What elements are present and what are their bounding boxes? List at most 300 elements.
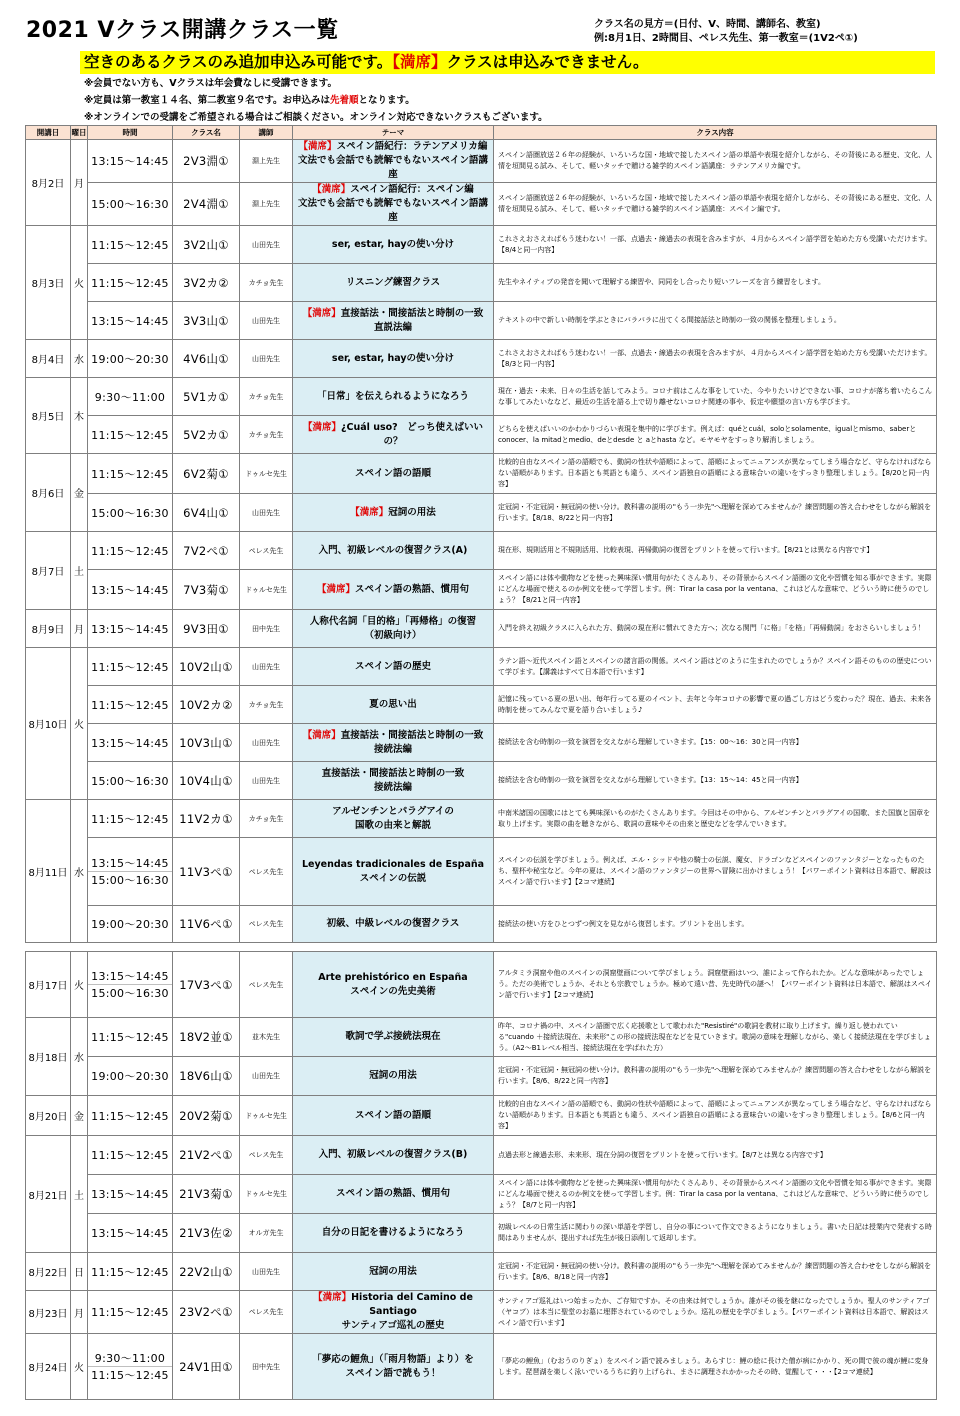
class-theme [293,1334,494,1400]
class-theme-line [296,1291,490,1319]
class-time: 11:15～12:45 [88,1291,173,1334]
class-theme-line [296,1226,490,1240]
col-theme: テーマ [293,126,494,140]
banner-text: 空きのあるクラスのみ追加申込み可能です。 [84,53,393,71]
class-time-slot: 15:00～16:30 [88,871,172,888]
class-name: 7V3菊① [173,570,240,610]
class-time: 13:15～14:45 [88,610,173,648]
class-description: 比較的自由なスペイン語の語順でも、動詞の性状や語順によって、語順によってニュアンスが異なってしまう場合など、守らなければならない語順があります。日本語とも英語とも違う、スペイン語独自の語順による意味合いの違いをすっきり整理しましょう。【8/20と同一内容】 [494,454,937,494]
class-name: 21V3菊① [173,1175,240,1214]
class-teacher: ペレス先生 [240,838,293,906]
class-description: スペイン語には体や動物などを使った興味深い慣用句がたくさんあり、その背景からスペイン語圏の文化や習慣を知る事ができます。実際にどんな場面で使えるのか例文を使って学習します。例：Tirar la casa por la ventana、これはどんな意味で、どういう時に使うのでしょう？【8/7と同一内容】 [494,1175,937,1214]
class-teacher: ペレス先生 [240,952,293,1018]
class-time: 15:00～16:30 [88,183,173,226]
class-teacher: カチョ先生 [240,416,293,454]
class-time: 13:15～14:45 [88,1175,173,1214]
class-name: 3V2山① [173,226,240,264]
class-date: 8月4日 [26,340,71,378]
col-dow: 曜日 [71,126,88,140]
class-date: 8月23日 [26,1291,71,1334]
class-theme-line [296,183,490,197]
class-theme [293,1253,494,1291]
class-weekday: 月 [71,1291,88,1334]
class-weekday: 金 [71,454,88,532]
class-time [88,838,173,906]
class-theme-text: スペイン語の語順 [354,1109,431,1121]
class-theme [293,264,494,302]
class-name: 5V1カ① [173,378,240,416]
class-weekday: 金 [71,1096,88,1136]
class-theme-text: 国歌の由来と解説 [354,819,431,831]
full-tag: 【満席】 [312,184,351,195]
class-name: 11V3ぺ① [173,838,240,906]
table-row [26,494,937,532]
class-time-slot: 11:15～12:45 [88,1366,172,1383]
class-theme-line [296,917,490,931]
table-row [26,1175,937,1214]
class-description: サンティアゴ巡礼はいつ始まったか、ご存知ですか。その由来は何でしょうか。誰がその後を継になったでしょうか。聖人のサンティアゴ（ヤコブ）は本当に聖堂のお墓に埋葬されているのでしょうか。巡礼の歴史を学びましょう。【パワーポイント資料は日本語で、解説はスペイン語で行います】 [494,1291,937,1334]
class-theme-line [296,805,490,819]
class-theme-line [296,197,490,225]
class-teacher: 山田先生 [240,226,293,264]
full-tag: 【満席】 [298,141,337,152]
full-tag: 【満席】 [316,583,355,595]
class-theme-line [296,985,490,999]
class-theme-text: Leyendas tradicionales de España [301,858,485,870]
class-name: 7V2ぺ① [173,532,240,570]
class-theme [293,838,494,906]
table-row [26,140,937,183]
table-row [26,532,937,570]
class-theme-text: ser, estar, hayの使い分け [331,238,455,250]
full-tag: 【満席】 [350,506,389,518]
class-theme-text: （初級向け） [364,629,422,641]
note-capacity-text: ※定員は第一教室１４名、第二教室９名です。お申込みは [84,95,330,106]
class-theme-text: 入門、初級レベルの復習クラス(B) [318,1149,468,1160]
class-theme-line [296,506,490,520]
class-theme-line [296,1148,490,1162]
class-description: 中南米諸国の国歌にはとても興味深いものがたくさんあります。今回はその中から、アルゼンチンとパラグアイの国歌、また国旗と国章を取り上げます。実際の曲を聴きながら、歌詞の意味やその由来と歴史などを学んでいきます。 [494,800,937,838]
class-description: アルタミラ洞窟や他のスペインの洞窟壁画について学びましょう。洞窟壁画はいつ、誰によって作られたか。どんな意味があったでしょう。ただの美術でしょうか、それとも宗教でしょうか。極めて遠い昔、先史時代の謎へ！【パワーポイント資料は日本語で、解説はスペイン語で行います】【2コマ連続】 [494,952,937,1018]
class-time: 15:00～16:30 [88,762,173,800]
table-row [26,906,937,943]
class-time: 15:00～16:30 [88,494,173,532]
class-theme-text: Arte prehistórico en España [318,971,468,983]
class-description: これさえおさえればもう迷わない！一部、点過去・線過去の表現を含みますが、４月からスペイン語学習を始めた方も受講いただけます。【8/4と同一内容】 [494,226,937,264]
table-row [26,264,937,302]
class-theme-line [296,276,490,290]
class-theme-text: スペイン語紀行：スペイン編 [350,184,474,195]
class-name: 23V2ぺ① [173,1291,240,1334]
class-time: 11:15～12:45 [88,1136,173,1175]
class-theme-line [296,872,490,886]
class-theme-line [296,421,490,449]
class-teacher: カチョ先生 [240,686,293,724]
class-theme-line [296,140,490,154]
class-theme [293,416,494,454]
class-theme-line [296,1265,490,1279]
table-row [26,183,937,226]
table-row [26,800,937,838]
class-name: 22V2山① [173,1253,240,1291]
class-theme-line [296,544,490,558]
class-name: 10V3山① [173,724,240,762]
class-time: 11:15～12:45 [88,264,173,302]
class-description: スペイン語には体や動物などを使った興味深い慣用句がたくさんあり、その背景からスペイン語圏の文化や習慣を知る事ができます。実際にどんな場面で使えるのか例文を使って学習します。例：Tirar la casa por la ventana、これはどんな意味で、どういう時に使うのでしょう？【8/21と同一内容】 [494,570,937,610]
class-date: 8月22日 [26,1253,71,1291]
notes [84,75,548,126]
class-time: 11:15～12:45 [88,1253,173,1291]
class-theme-line [296,819,490,833]
table-row [26,762,937,800]
class-theme-text: 直接話法・間接話法と時制の一致 [340,307,484,319]
class-theme-text: 文法でも会話でも読解でもないスペイン語講座 [297,155,488,180]
class-teacher: 淵上先生 [240,183,293,226]
full-tag: 【満席】 [313,1292,352,1303]
class-theme-text: 冠詞の用法 [388,506,436,518]
class-teacher: ドゥルセ先生 [240,454,293,494]
class-weekday: 火 [71,226,88,340]
class-date: 8月10日 [26,648,71,800]
class-teacher: 山田先生 [240,1057,293,1096]
class-teacher: カチョ先生 [240,378,293,416]
class-date: 8月17日 [26,952,71,1018]
class-name: 9V3田① [173,610,240,648]
class-name: 10V4山① [173,762,240,800]
class-theme-line [296,629,490,643]
table-row [26,416,937,454]
class-theme-text: スペインの先史美術 [350,985,436,997]
class-theme-text: 自分の日記を書けるようになろう [321,1227,465,1238]
class-time: 11:15～12:45 [88,648,173,686]
note-membership: ※会員でない方も、Vクラスは年会費なしに受講できます。 [84,78,338,89]
class-theme-line [296,1187,490,1201]
class-description: 接続法を含む時制の一致を演習を交えながら理解していきます。【15：00～16：30と同一内容】 [494,724,937,762]
class-teacher: ドゥルセ先生 [240,1096,293,1136]
table-row [26,340,937,378]
class-time-slot: 13:15～14:45 [91,857,169,870]
class-time-slot: 15:00～16:30 [88,984,172,1001]
class-name: 17V3ぺ① [173,952,240,1018]
class-description: 定冠詞・不定冠詞・無冠詞の使い分け。教科書の説明の"もう一歩先"へ理解を深めてみませんか？練習問題の答え合わせをしながら解説を行います。【8/6、8/22と同一内容】 [494,1057,937,1096]
table-row [26,378,937,416]
class-theme-text: ser, estar, hayの使い分け [331,352,455,364]
class-theme [293,610,494,648]
table-row [26,1253,937,1291]
class-description: スペイン語圏放送２６年の経験が、いろいろな国・地域で接したスペイン語の単語や表現を紹介しながら、その背後にある歴史、文化、人情を垣間見る試み、そして、軽いタッチで贈ける雑学的スペイン語講座：ラテンアメリカ編です。 [494,140,937,183]
class-description: 比較的自由なスペイン語の語順でも、動詞の性状や語順によって、語順によってニュアンスが異なってしまう場合など、守らなければならない語順があります。日本語とも英語とも違う、スペイン語独自の語順による意味合いの違いをすっきり整理しましょう。【8/6と同一内容】 [494,1096,937,1136]
class-name: 10V2カ② [173,686,240,724]
table-row [26,302,937,340]
class-theme [293,183,494,226]
class-time: 13:15～14:45 [88,570,173,610]
class-date: 8月6日 [26,454,71,532]
class-theme [293,648,494,686]
class-teacher: ペレス先生 [240,1291,293,1334]
class-theme [293,1214,494,1253]
class-theme-text: スペイン語の熟語、慣用句 [335,1188,450,1199]
class-theme-line [296,660,490,674]
class-theme-text: 夏の思い出 [369,698,417,710]
class-description: 現在形、規則活用と不規則活用、比較表現、再帰動詞の復習をプリントを使って行います。【8/21とは異なる内容です】 [494,532,937,570]
schedule-table-header [26,126,937,140]
class-date: 8月7日 [26,532,71,610]
class-theme-line [296,1109,490,1123]
class-theme-text: 直接話法・間接話法と時制の一致 [321,767,465,779]
class-name: 11V2カ① [173,800,240,838]
class-theme-line [296,971,490,985]
class-teacher: ドゥルセ先生 [240,1175,293,1214]
class-name: 5V2カ① [173,416,240,454]
class-theme-line [296,781,490,795]
schedule-table-1 [25,125,937,943]
class-name: 21V3佐② [173,1214,240,1253]
class-time: 19:00～20:30 [88,906,173,943]
table-row [26,570,937,610]
class-name: 3V3山① [173,302,240,340]
class-theme-line [296,729,490,743]
class-theme-line [296,615,490,629]
class-teacher: オルガ先生 [240,1214,293,1253]
class-teacher: ペレス先生 [240,906,293,943]
class-weekday: 月 [71,610,88,648]
naming-guide-example: 例:8月1日、2時間目、ペレス先生、第一教室＝(1V2ペ①) [594,33,858,44]
class-theme-text: Historia del Camino de Santiago [351,1292,473,1317]
class-theme [293,800,494,838]
class-weekday: 火 [71,952,88,1018]
class-teacher: 山田先生 [240,724,293,762]
class-theme-line [296,321,490,335]
class-time [88,952,173,1018]
class-weekday: 木 [71,378,88,454]
banner-text-end: クラスは申込みできません。 [446,53,649,71]
full-tag: 【満席】 [302,729,341,741]
class-description: 先生やネイティブの発音を聞いて理解する練習や、同同をし合ったり短いフレーズを言う練習をします。 [494,264,937,302]
class-date: 8月2日 [26,140,71,226]
col-time: 時間 [88,126,173,140]
note-first-come: 先着順 [329,95,359,106]
class-description: 記憶に残っている夏の思い出、毎年行ってる夏のイベント、去年と今年コロナの影響で夏の過ごし方はどう変わった？現在、過去、未来各時制を使ってみんなで夏を語り合いましょう♪ [494,686,937,724]
class-time: 9:30～11:00 [88,378,173,416]
class-weekday: 火 [71,1334,88,1400]
page-title: 2021 Vクラス開講クラス一覧 [26,18,339,43]
class-theme-line [296,154,490,182]
table-row [26,724,937,762]
class-time: 11:15～12:45 [88,226,173,264]
class-name: 6V4山① [173,494,240,532]
class-description: 接続法の使い方をひとつずつ例文を見ながら復習します。プリントを出します。 [494,906,937,943]
class-theme-text: 接続法編 [373,743,412,755]
class-name: 21V2ぺ① [173,1136,240,1175]
class-theme [293,140,494,183]
class-time: 13:15～14:45 [88,302,173,340]
class-description: ラテン語～近代スペイン語とスペインの諸言語の関係。スペイン語はどのように生まれたのでしょうか？スペイン語そのものの歴史について学びます。【講義はすべて日本語で行います】 [494,648,937,686]
class-theme [293,302,494,340]
class-date: 8月20日 [26,1096,71,1136]
table-row [26,1018,937,1057]
class-theme-line [296,1319,490,1333]
class-theme-text: 文法でも会話でも読解でもないスペイン語講座 [297,198,488,223]
class-theme-text: 冠詞の用法 [369,1070,417,1081]
col-date: 開講日 [26,126,71,140]
table-row [26,686,937,724]
class-time: 11:15～12:45 [88,532,173,570]
class-date: 8月21日 [26,1136,71,1253]
class-teacher: ペレス先生 [240,1136,293,1175]
class-theme-line [296,1367,490,1381]
class-teacher: 淵上先生 [240,140,293,183]
class-time: 13:15～14:45 [88,140,173,183]
class-theme-text: 人称代名詞「目的格」「再帰格」の復習 [309,615,477,627]
class-description: 「夢応の鯉魚」（むおうのりぎょ）をスペイン語で読みましょう。あらすじ：鯉の絵に長けた僧が病にかかり、死の間で彼の魂が鯉に変身します。琵琶湖を楽しく泳いでいるうちに釣り上げられ、まさに調理されかかったその時、覚醒して・・・【2コマ連続】 [494,1334,937,1400]
class-teacher: 山田先生 [240,1253,293,1291]
full-tag: 【満席】 [302,421,341,433]
class-time [88,1334,173,1400]
class-theme-text: 直説法編 [373,321,412,333]
class-name: 20V2菊① [173,1096,240,1136]
class-theme [293,570,494,610]
class-theme-text: ¿Cuál uso? どっち使えばいいの？ [341,421,483,447]
class-theme [293,1057,494,1096]
class-theme-line [296,1069,490,1083]
class-time: 11:15～12:45 [88,1096,173,1136]
class-description: テキストの中で新しい時制を学ぶときにバラバラに出てくる間接話法と時制の一致の関係を整理しましょう。 [494,302,937,340]
class-teacher: 田中先生 [240,1334,293,1400]
banner-full-tag: 【満席】 [392,53,447,71]
class-time: 11:15～12:45 [88,454,173,494]
class-time: 11:15～12:45 [88,416,173,454]
class-name: 4V6山① [173,340,240,378]
naming-guide [594,18,858,46]
class-teacher: ペレス先生 [240,532,293,570]
class-weekday: 水 [71,1018,88,1096]
class-theme [293,378,494,416]
table-row [26,1057,937,1096]
class-theme-line [296,352,490,366]
class-theme-line [296,238,490,252]
class-time: 19:00～20:30 [88,1057,173,1096]
class-time: 11:15～12:45 [88,800,173,838]
class-theme-text: 冠詞の用法 [369,1265,417,1277]
table-row [26,454,937,494]
class-theme-text: 接続法編 [373,781,412,793]
class-theme-text: スペイン語で読もう！ [345,1367,441,1379]
class-theme-text: スペイン語の歴史 [354,660,431,672]
class-description: 接続法を含む時制の一致を演習を交えながら理解していきます。【13：15～14：45と同一内容】 [494,762,937,800]
class-theme [293,340,494,378]
availability-banner [80,51,935,74]
table-row [26,952,937,1018]
table-row [26,1214,937,1253]
class-theme-text: 初級、中級レベルの復習クラス [326,918,460,929]
class-theme [293,1291,494,1334]
class-theme-text: スペイン語の語順 [354,467,431,479]
col-class: クラス名 [173,126,240,140]
col-teacher: 講師 [240,126,293,140]
class-theme-line [296,1030,490,1044]
table-row [26,838,937,906]
class-name: 11V6ぺ① [173,906,240,943]
class-description: スペインの伝説を学びましょう。例えば、エル・シッドや他の騎士の伝説、魔女、ドラゴンなどスペインのファンタジーとなったものたち、聖杯や秘宝など。今年の夏は、スペイン語のファンタジーの世界へ冒険に出かけましょう！【パワーポイント資料は日本語で、解説はスペイン語で行います】【2コマ連続】 [494,838,937,906]
class-theme-text: 歌詞で学ぶ接続法現在 [345,1031,441,1042]
table-row [26,610,937,648]
class-theme [293,532,494,570]
class-date: 8月9日 [26,610,71,648]
class-description: 点過去形と線過去形、未来形、現在分詞の復習をプリントを使って行います。【8/7とは異なる内容です】 [494,1136,937,1175]
class-date: 8月5日 [26,378,71,454]
class-date: 8月11日 [26,800,71,943]
class-description: スペイン語圏放送２６年の経験が、いろいろな国・地域で接したスペイン語の単語や表現を紹介しながら、その背後にある歴史、文化、人情を垣間見る試み、そして、軽いタッチで贈ける雑学的スペイン語講座：スペイン編です。 [494,183,937,226]
class-name: 10V2山① [173,648,240,686]
class-date: 8月24日 [26,1334,71,1400]
class-name: 2V3淵① [173,140,240,183]
class-theme-text: リスニング練習クラス [345,276,441,288]
class-time: 11:15～12:45 [88,686,173,724]
class-theme [293,454,494,494]
table-row [26,1136,937,1175]
class-teacher: カチョ先生 [240,800,293,838]
class-teacher: 田中先生 [240,610,293,648]
class-theme [293,1136,494,1175]
class-theme-text: スペインの伝説 [359,872,427,884]
class-theme [293,494,494,532]
class-theme [293,226,494,264]
class-description: 現在・過去・未来、日々の生活を話してみよう。コロナ前はこんな事をしていた、今やりたいけどできない事、コロナが落ち着いたらこんな事してみたいななど、最近の生活を語る上で切り離せないコロナ関連の事や、仮定や願望の言い方も学びます。 [494,378,937,416]
class-name: 24V1田① [173,1334,240,1400]
class-theme-text: 入門、初級レベルの復習クラス(A) [318,544,468,556]
class-theme-line [296,698,490,712]
class-theme-line [296,583,490,597]
class-date: 8月18日 [26,1018,71,1096]
class-theme [293,686,494,724]
class-theme-text: アルゼンチンとパラグアイの [332,805,454,817]
class-theme-text: 「日常」を伝えられるようになろう [316,390,469,402]
class-time: 13:15～14:45 [88,1214,173,1253]
class-theme [293,1096,494,1136]
class-teacher: カチョ先生 [240,264,293,302]
class-theme [293,762,494,800]
naming-guide-line: クラス名の見方＝(日付、V、時間、講師名、教室) [594,19,821,30]
class-time: 19:00～20:30 [88,340,173,378]
class-theme-line [296,307,490,321]
class-name: 18V6山① [173,1057,240,1096]
class-theme-text: スペイン語紀行：ラテンアメリカ編 [336,141,488,152]
class-weekday: 火 [71,648,88,800]
class-description: 定冠詞・不定冠詞・無冠詞の使い分け。教科書の説明の"もう一歩先"へ理解を深めてみませんか？練習問題の答え合わせをしながら解説を行います。【8/18、8/22と同一内容】 [494,494,937,532]
class-theme-text: 「夢応の鯉魚」（「雨月物語」より）を [312,1353,474,1365]
class-teacher: 並木先生 [240,1018,293,1057]
note-capacity [84,92,548,109]
class-teacher: 山田先生 [240,648,293,686]
table-row [26,226,937,264]
class-name: 18V2並① [173,1018,240,1057]
class-theme [293,1175,494,1214]
class-weekday: 日 [71,1253,88,1291]
class-date: 8月3日 [26,226,71,340]
class-description: 昨年、コロナ禍の中、スペイン語圏で広く応援歌として歌われた"Resistiré"の歌詞を教材に取り上げます。繰り返し使われている"cuando ＋接続法現在、未来形"この形の接続法現在などを見ていきます。歌詞の意味を理解しながら、楽しく接続法現在を学びましょう。（A2～B1レベル相当、接続法現在を学ばれた方） [494,1018,937,1057]
class-name: 6V2菊① [173,454,240,494]
class-theme-text: スペイン語の熟語、慣用句 [355,583,470,595]
class-theme-line [296,390,490,404]
class-description: これさえおさえればもう迷わない！一部、点過去・線過去の表現を含みますが、４月からスペイン語学習を始めた方も受講いただけます。【8/3と同一内容】 [494,340,937,378]
class-teacher: 山田先生 [240,494,293,532]
table-row [26,1096,937,1136]
note-capacity-end: となります。 [358,95,415,106]
class-teacher: ドゥルセ先生 [240,570,293,610]
table-row [26,648,937,686]
class-weekday: 月 [71,140,88,226]
table-row [26,1334,937,1400]
